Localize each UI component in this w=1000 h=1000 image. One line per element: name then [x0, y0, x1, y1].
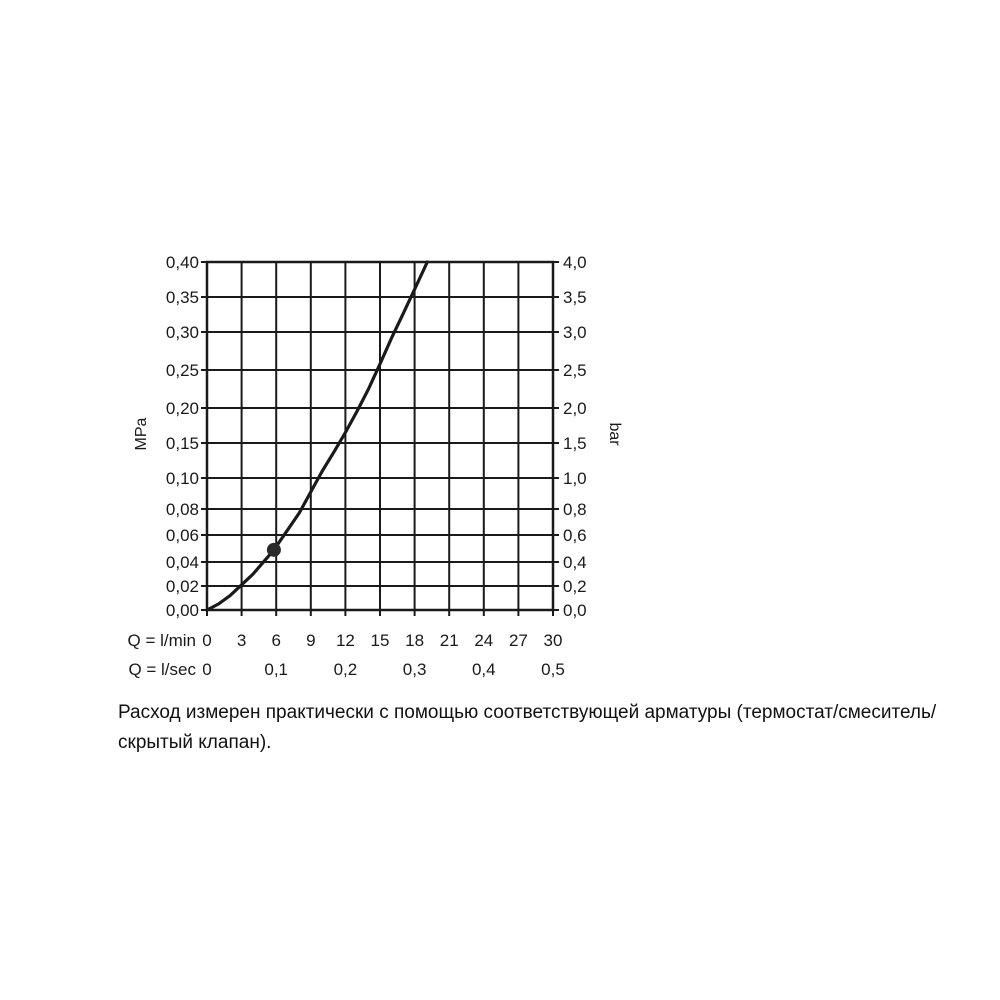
right-tick-label: 0,2 [563, 577, 587, 596]
x-lmin-tick-label: 15 [370, 631, 390, 650]
right-tick-label: 3,0 [563, 323, 587, 342]
x-lmin-tick-label: 3 [236, 631, 247, 650]
right-tick-label: 0,8 [563, 500, 587, 519]
grid [207, 262, 553, 610]
x-lmin-tick-label: 9 [306, 631, 316, 650]
x-lmin-tick-label: 6 [271, 631, 281, 650]
right-tick-label: 2,0 [563, 399, 587, 418]
x-lsec-tick-label: 0,2 [333, 660, 358, 679]
right-tick-label: 4,0 [563, 253, 587, 272]
left-tick-label: 0,35 [165, 288, 199, 307]
left-axis-ticks [166, 253, 207, 620]
left-tick-label: 0,00 [165, 601, 199, 620]
left-tick-label: 0,04 [165, 553, 199, 572]
left-axis-title: MPa [133, 417, 150, 451]
x-lmin-tick-label: 21 [439, 631, 459, 650]
operating-point-marker [267, 543, 281, 557]
left-tick-label: 0,10 [165, 469, 199, 488]
x-lmin-tick-label: 0 [202, 631, 212, 650]
x-axis-lsec-ticks [202, 660, 565, 679]
right-tick-label: 3,5 [563, 288, 587, 307]
left-tick-label: 0,08 [165, 500, 199, 519]
x-axis-lmin-ticks [202, 610, 562, 650]
right-tick-label: 0,6 [563, 526, 587, 545]
left-tick-label: 0,25 [165, 361, 199, 380]
left-tick-label: 0,02 [165, 577, 199, 596]
right-tick-label: 2,5 [563, 361, 587, 380]
x-axis-lmin-title: Q = l/min [127, 631, 196, 650]
left-tick-label: 0,40 [165, 253, 199, 272]
left-tick-label: 0,20 [165, 399, 199, 418]
x-lmin-tick-label: 30 [543, 631, 563, 650]
x-lsec-tick-label: 0,1 [264, 660, 289, 679]
right-axis-title: bar [606, 422, 623, 446]
right-tick-label: 1,5 [563, 434, 587, 453]
x-lsec-tick-label: 0 [202, 660, 212, 679]
x-lmin-tick-label: 24 [474, 631, 494, 650]
left-tick-label: 0,30 [165, 323, 199, 342]
right-tick-label: 0,4 [563, 553, 587, 572]
x-lmin-tick-label: 27 [508, 631, 528, 650]
x-lsec-tick-label: 0,3 [402, 660, 427, 679]
x-axis-lsec-title: Q = l/sec [128, 660, 196, 679]
right-tick-label: 0,0 [563, 601, 587, 620]
x-lmin-tick-label: 12 [335, 631, 355, 650]
left-tick-label: 0,06 [165, 526, 199, 545]
flow-curve-line [207, 262, 427, 610]
x-lsec-tick-label: 0,5 [541, 660, 565, 679]
x-lmin-tick-label: 18 [405, 631, 425, 650]
right-tick-label: 1,0 [563, 469, 587, 488]
right-axis-ticks [553, 253, 587, 620]
x-lsec-tick-label: 0,4 [471, 660, 496, 679]
caption-text: Расход измерен практически с помощью соответствующей арматуры (термостат/смеситель/скрытый клапан). [118, 702, 937, 753]
left-tick-label: 0,15 [165, 434, 199, 453]
